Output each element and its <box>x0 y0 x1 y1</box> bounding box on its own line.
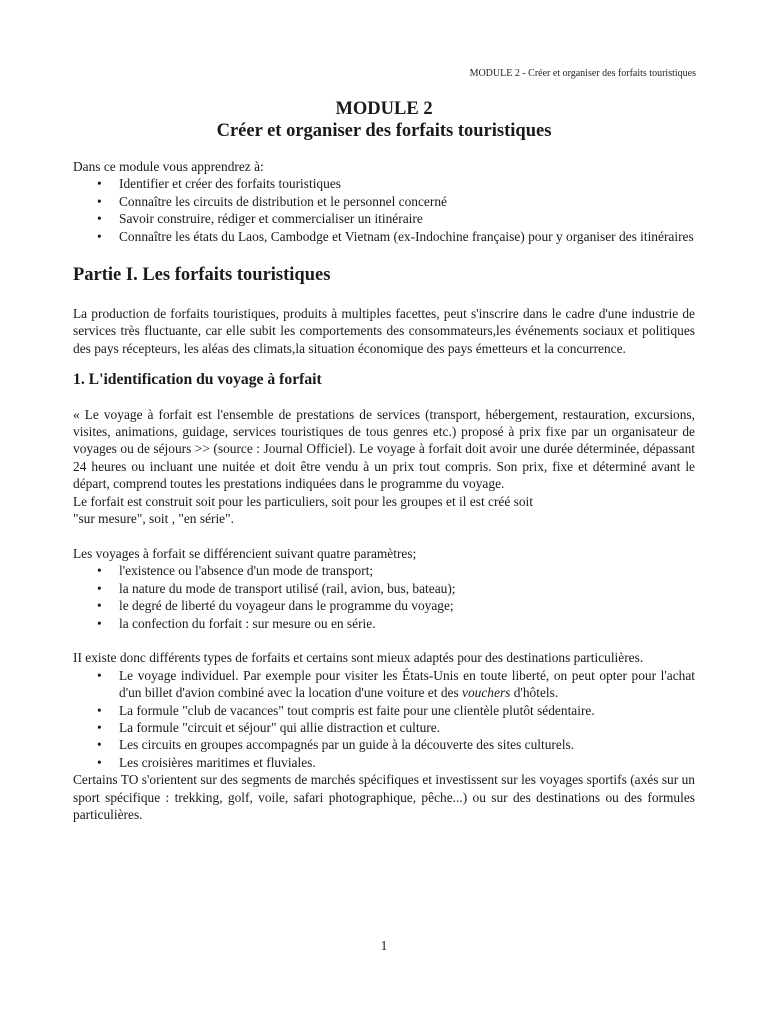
list-item-text: Les croisières maritimes et fluviales. <box>119 754 316 770</box>
types-list <box>73 667 695 771</box>
bullet-icon: • <box>97 598 102 614</box>
list-item <box>73 615 695 632</box>
bullet-icon: • <box>97 719 102 735</box>
list-item <box>73 702 695 719</box>
list-item <box>73 754 695 771</box>
bullet-icon: • <box>97 193 102 209</box>
list-item <box>73 193 695 210</box>
running-header: MODULE 2 - Créer et organiser des forfaits touristiques <box>469 68 696 79</box>
construction-line: "sur mesure", soit , "en série". <box>73 511 234 527</box>
page-number: 1 <box>380 938 388 953</box>
list-item <box>73 597 695 614</box>
list-item-text: d'hôtels. <box>510 685 559 701</box>
list-item <box>73 719 695 736</box>
list-item-text: Savoir construire, rédiger et commercialiser un itinéraire <box>119 211 423 227</box>
bullet-icon: • <box>97 176 102 192</box>
list-item-text: Identifier et créer des forfaits touristiques <box>119 176 341 192</box>
list-item <box>73 667 695 702</box>
page-content <box>73 98 695 823</box>
list-item-text: Le voyage individuel. Par exemple pour visiter les États-Unis en toute liberté, on peut opter pour l'achat d'un billet d'avion combiné avec la location d'une voiture et des <box>119 667 695 701</box>
emphasis-text: vouchers <box>462 685 511 701</box>
list-item <box>73 210 695 227</box>
list-item-text: La formule "circuit et séjour" qui allie distraction et culture. <box>119 719 441 735</box>
intro-list <box>73 175 695 245</box>
part-heading: Partie I. Les forfaits touristiques <box>73 265 331 286</box>
section-heading: 1. L'identification du voyage à forfait <box>73 371 322 389</box>
part-intro-paragraph: La production de forfaits touristiques, produits à multiples facettes, peut s'inscrire dans le cadre d'une industrie de services très fluctuante, car elle subit les comportements des consommateurs,les événements sociaux et politiques des pays récepteurs, les aléas des climats,la situation économique des pays émetteurs et la concurrence. <box>73 306 695 356</box>
bullet-icon: • <box>97 615 102 631</box>
bullet-icon: • <box>97 228 102 244</box>
bullet-icon: • <box>97 754 102 770</box>
parameters-list <box>73 562 695 632</box>
list-item-text: La formule "club de vacances" tout compris est faite pour une clientèle plutôt sédentaire. <box>119 702 595 718</box>
list-item-text: Les circuits en groupes accompagnés par un guide à la découverte des sites culturels. <box>119 737 575 753</box>
list-item-text: Connaître les états du Laos, Cambodge et Vietnam (ex-Indochine française) pour y organiser des itinéraires <box>119 228 694 244</box>
module-title: MODULE 2 <box>335 99 433 119</box>
list-item-text: la nature du mode de transport utilisé (rail, avion, bus, bateau); <box>119 580 456 596</box>
bullet-icon: • <box>97 563 102 579</box>
spacer <box>73 528 695 545</box>
closing-paragraph: Certains TO s'orientent sur des segments de marchés spécifiques et investissent sur les voyages sportifs (axés sur un sport spécifique : trekking, golf, voile, safari photographique, pêche...) ou sur des destinations ou des formules particulières. <box>73 772 695 822</box>
parameters-lead: Les voyages à forfait se différencient suivant quatre paramètres; <box>73 545 417 561</box>
types-lead: II existe donc différents types de forfaits et certains sont mieux adaptés pour des destinations particulières. <box>73 650 644 666</box>
list-item <box>73 562 695 579</box>
spacer <box>73 632 695 649</box>
bullet-icon: • <box>97 737 102 753</box>
list-item <box>73 736 695 753</box>
bullet-icon: • <box>97 580 102 596</box>
bullet-icon: • <box>97 667 102 683</box>
list-item-text: Connaître les circuits de distribution et le personnel concerné <box>119 193 447 209</box>
list-item <box>73 175 695 192</box>
list-item-text: le degré de liberté du voyageur dans le programme du voyage; <box>119 598 454 614</box>
list-item <box>73 580 695 597</box>
bullet-icon: • <box>97 702 102 718</box>
module-subtitle: Créer et organiser des forfaits touristiques <box>216 121 552 141</box>
intro-lead: Dans ce module vous apprendrez à: <box>73 159 264 174</box>
construction-line: Le forfait est construit soit pour les particuliers, soit pour les groupes et il est créé soit <box>73 493 534 509</box>
definition-paragraph: « Le voyage à forfait est l'ensemble de prestations de services (transport, hébergement, restauration, excursions, visites, animations, guidage, services touristiques de tous genres etc.) proposé à prix fixe par un organisateur de voyages ou de séjours >> (source : Journal Officiel). Le voyage à forfait doit avoir une durée déterminée, dépassant 24 heures ou incluant une nuitée et doit être vendu à un prix tout compris. Son prix, fixe et déterminé avant le départ, comprend toutes les prestations indiquées dans le programme du voyage. <box>73 406 695 492</box>
list-item <box>73 228 695 245</box>
list-item-text: l'existence ou l'absence d'un mode de transport; <box>119 563 374 579</box>
list-item-text: la confection du forfait : sur mesure ou en série. <box>119 615 376 631</box>
bullet-icon: • <box>97 211 102 227</box>
